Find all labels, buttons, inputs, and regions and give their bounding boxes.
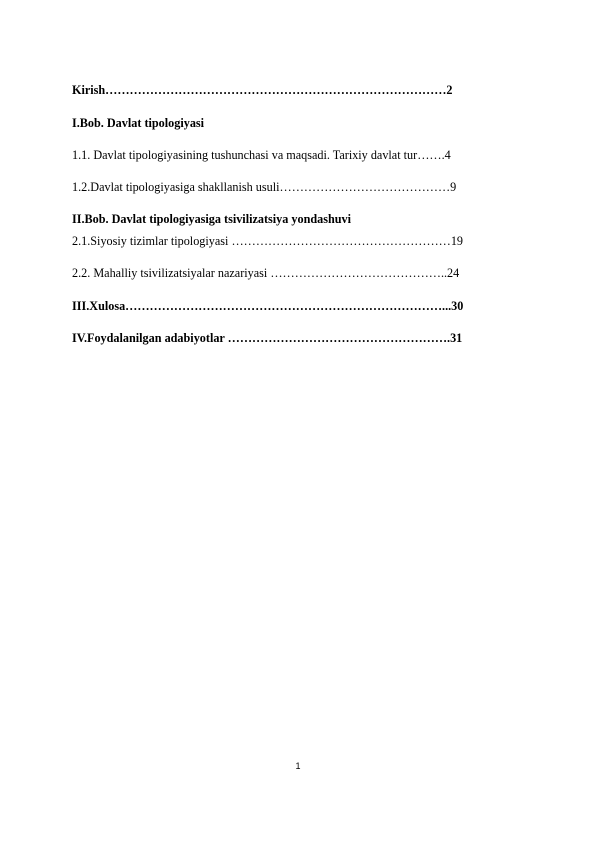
toc-entry-2-1: 2.1.Siyosiy tizimlar tipologiyasi ………………………………………………19	[72, 234, 464, 248]
toc-entry-2-2: 2.2. Mahalliy tsivilizatsiyalar nazariyasi ……………………………………..24	[72, 266, 460, 280]
toc-entry-adabiyotlar: IV.Foydalanilgan adabiyotlar ……………………………………………….31	[72, 331, 463, 345]
toc-entry-chapter-2: II.Bob. Davlat tipologiyasiga tsivilizatsiya yondashuvi	[72, 212, 352, 226]
page-number: 1	[295, 761, 301, 771]
toc-entry-kirish: Kirish…………………………………………………………………………2	[72, 83, 453, 97]
toc-entry-1-1: 1.1. Davlat tipologiyasining tushunchasi va maqsadi. Tarixiy davlat tur…….4	[72, 148, 451, 162]
toc-entry-xulosa: III.Xulosa……………………………………………………………………...30	[72, 299, 464, 313]
toc-entry-1-2: 1.2.Davlat tipologiyasiga shakllanish usuli……………………………………9	[72, 180, 457, 194]
toc-entry-chapter-1: I.Bob. Davlat tipologiyasi	[72, 116, 205, 130]
